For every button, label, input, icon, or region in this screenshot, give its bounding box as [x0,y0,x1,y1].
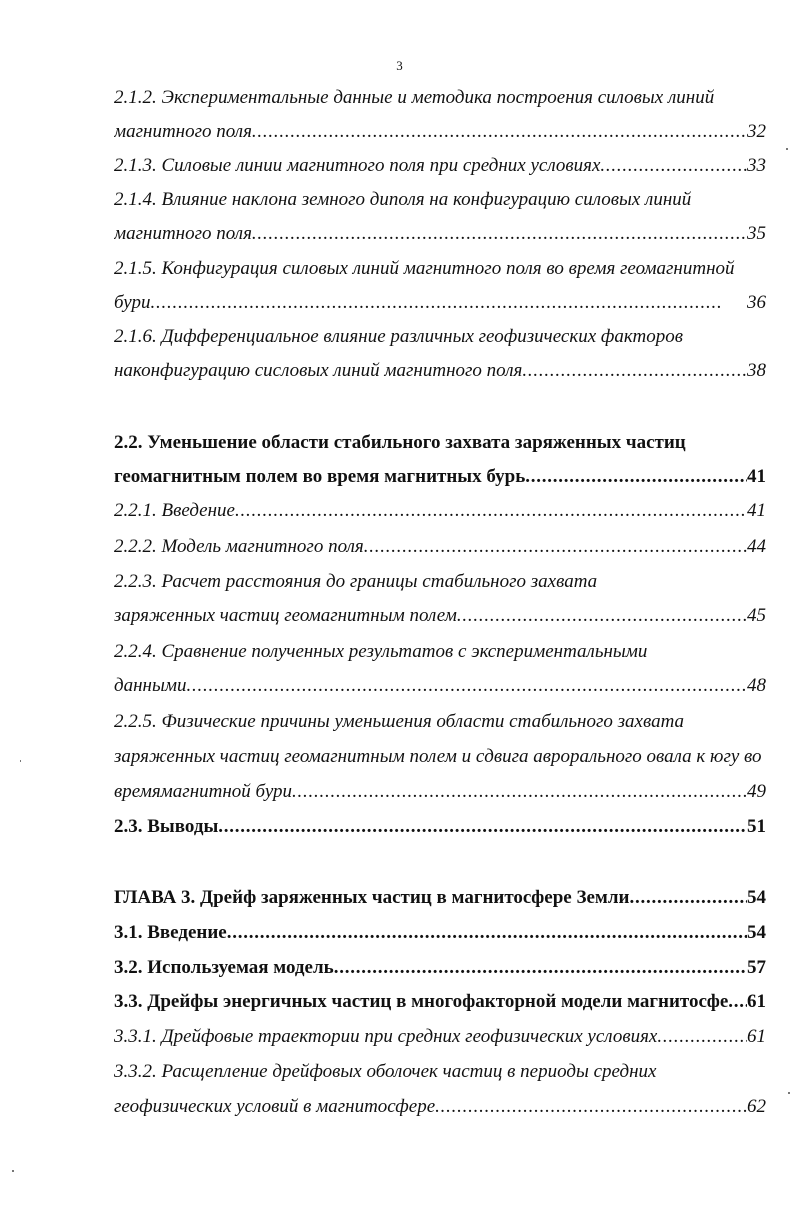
scan-speck [786,148,788,150]
toc-line: 2.2.5. Физические причины уменьшения области стабильного захвата [114,711,685,732]
toc-line: геофизических условий в магнитосфере . . . 62 [114,1095,766,1119]
scan-speck [788,1092,790,1094]
toc-line: 2.2.4. Сравнение полученных результатов с экспериментальными [114,641,648,662]
toc-line: 2.1.2. Экспериментальные данные и методика построения силовых линий [114,87,715,108]
toc-line: данными . . . 48 [114,674,766,698]
toc-line: заряженных частиц геомагнитным полем . . . 45 [114,604,766,628]
toc-line: ГЛАВА 3. Дрейф заряженных частиц в магнитосфере Земли . . . 54 [114,886,766,910]
toc-line: 3.3. Дрейфы энергичных частиц в многофакторной модели магнитосфе . . . 61 [114,990,766,1014]
scan-speck [12,1170,14,1172]
toc-line: 3.3.1. Дрейфовые траектории при средних геофизических условиях . . . 61 [114,1025,766,1049]
toc-line: 2.1.4. Влияние наклона земного диполя на конфигурацию силовых линий [114,189,692,210]
toc-line: 3.1. Введение . . . 54 [114,921,766,945]
toc-line: заряженных частиц геомагнитным полем и сдвига аврорального овала к югу во [114,746,762,767]
toc-line: 2.2.2. Модель магнитного поля . . . 44 [114,535,766,559]
toc-line: 2.1.3. Силовые линии магнитного поля при средних условиях . . . 33 [114,154,766,178]
toc-line: 3.3.2. Расщепление дрейфовых оболочек частиц в периоды средних [114,1061,657,1082]
toc-line: 3.2. Используемая модель . . . 57 [114,956,766,980]
toc-line: магнитного поля . . . 35 [114,222,766,246]
scan-speck [20,760,21,762]
toc-line: 2.1.5. Конфигурация силовых линий магнитного поля во время геомагнитной [114,258,735,279]
toc-line: бури . . . 36 [114,291,766,315]
toc-line: 2.2. Уменьшение области стабильного захвата заряженных частиц [114,432,686,453]
toc-line: наконфигурацию сисловых линий магнитного поля . . . 38 [114,359,766,383]
toc-line: 2.3. Выводы . . . 51 [114,815,766,839]
toc-line: времямагнитной бури . . . 49 [114,780,766,804]
toc-line: геомагнитным полем во время магнитных бурь . . . 41 [114,465,766,489]
toc-line: 2.2.3. Расчет расстояния до границы стабильного захвата [114,571,598,592]
toc-line: 2.1.6. Дифференциальное влияние различных геофизических факторов [114,326,683,347]
toc-line: магнитного поля . . . 32 [114,120,766,144]
toc-line: 2.2.1. Введение . . . 41 [114,499,766,523]
page-number: 3 [396,58,403,73]
